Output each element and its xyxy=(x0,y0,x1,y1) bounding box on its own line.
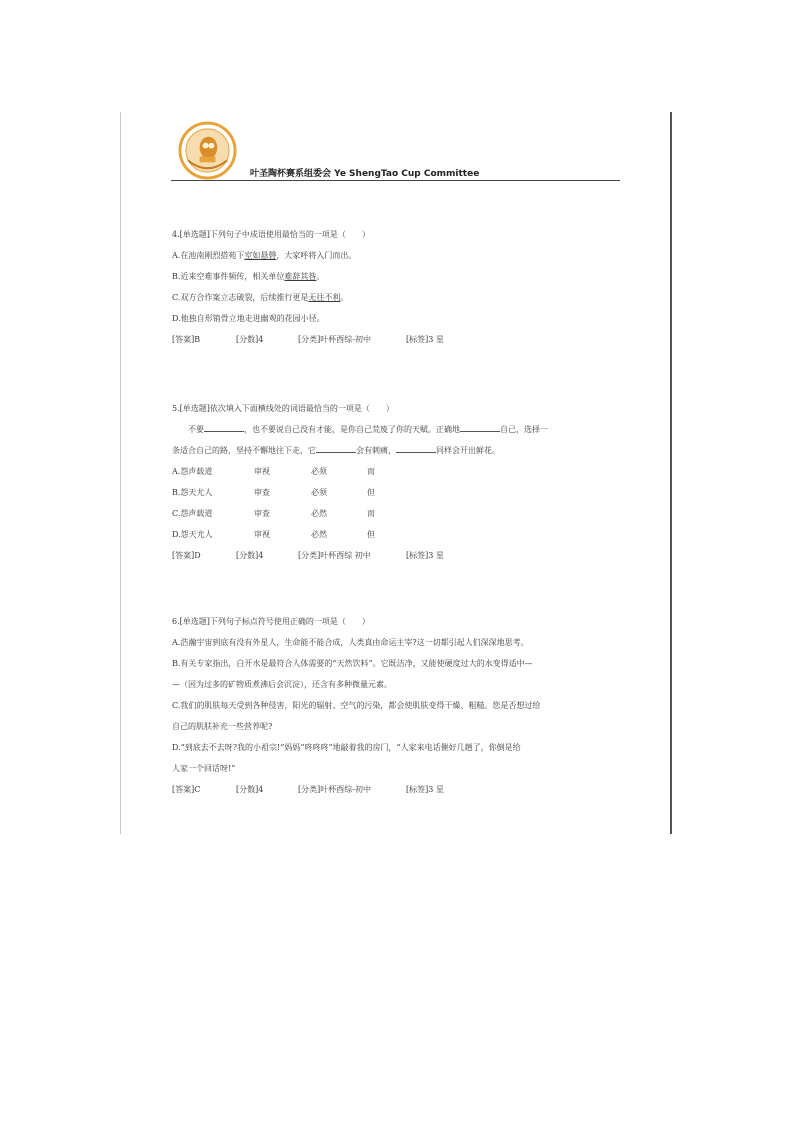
category: [分类]叶杯酉综-初中 xyxy=(298,785,371,794)
answer: [答案]B xyxy=(172,335,201,344)
answer-meta xyxy=(172,545,624,566)
category: [分类]叶杯酉综 初中 xyxy=(298,551,371,560)
question-stem: 6.[单选题]下列句子标点符号使用正确的一项是（ ） xyxy=(172,617,370,626)
option-d: D.他独自形销骨立地走进幽观的花园小径。 xyxy=(172,314,325,323)
score: [分数]4 xyxy=(236,335,264,344)
option-a: A.浩瀚宇宙到底有没有外星人，生命能不能合成，人类真由命运主宰?这一切都引起人们深深地思考。 xyxy=(172,638,529,647)
option-c-cont: 自己的肌肤补充一些营养呢? xyxy=(172,722,273,731)
answer-meta xyxy=(172,329,624,350)
score: [分数]4 xyxy=(236,785,264,794)
header-rule xyxy=(171,180,620,181)
passage-line-2: 条适合自己的路，坚持不懈地往下走，它 会有刺痛， 同样会开出鲜花。 xyxy=(172,440,624,461)
option-c: C.怨声载道 审查 必然 而 xyxy=(172,509,375,518)
option-b: B.近来空难事件频传，相关单位难辞其咎。 xyxy=(172,272,325,281)
score: [分数]4 xyxy=(236,551,264,560)
answer-meta xyxy=(172,779,624,800)
option-c: C.我们的肌肤每天受到各种侵害，阳光的辐射、空气的污染，都会使肌肤变得干燥、粗糙。您是否想过给 xyxy=(172,701,541,710)
scan-edge-right xyxy=(670,112,672,834)
answer: [答案]C xyxy=(172,785,201,794)
question-stem: 4.[单选题]下列句子中成语使用最恰当的一项是（ ） xyxy=(172,230,370,239)
question-stem: 5.[单选题]依次填入下面横线处的词语最恰当的一项是（ ） xyxy=(172,404,394,413)
tag: [标签]3 星 xyxy=(406,551,444,560)
question-4 xyxy=(172,224,624,350)
question-6 xyxy=(172,611,624,800)
option-d-cont: 人家一个回话呀!” xyxy=(172,764,236,773)
committee-name: 叶圣陶杯赛系组委会 Ye ShengTao Cup Committee xyxy=(250,169,480,179)
answer: [答案]D xyxy=(172,551,201,560)
category: [分类]叶杯酉综-初中 xyxy=(298,335,371,344)
option-a: A.在池南刚烈搭苑下室如悬磬，大家呼将入门而出。 xyxy=(172,251,357,260)
passage-line-1: 不要 ，也不要说自己没有才能，是你自己荒废了你的天赋。正确地 自己，选择一 xyxy=(172,419,624,440)
tag: [标签]3 星 xyxy=(406,785,444,794)
option-b-cont: —（因为过多的矿物质煮沸后会沉淀），还含有多种微量元素。 xyxy=(172,680,392,689)
option-d: D.怨天尤人 审视 必然 但 xyxy=(172,530,375,539)
option-b: B.怨天尤人 审查 必须 但 xyxy=(172,488,375,497)
option-d: D.“到底去不去呀?我的小祖宗!”妈妈“咚咚咚”地敲着我的房门，“人家来电话催好几趟了，你倒是给 xyxy=(172,743,521,752)
committee-logo-icon xyxy=(178,121,237,180)
option-a: A.怨声载道 审视 必须 而 xyxy=(172,467,375,476)
scan-edge-left xyxy=(120,112,121,834)
tag: [标签]3 星 xyxy=(406,335,444,344)
option-c: C.双方合作案立志破裂，后续推行更是无往不利。 xyxy=(172,293,349,302)
question-5 xyxy=(172,398,624,566)
option-b: B.有关专家指出，白开水是最符合人体需要的“天然饮料”。它既洁净，又能使硬度过大的水变得适中— xyxy=(172,659,533,668)
